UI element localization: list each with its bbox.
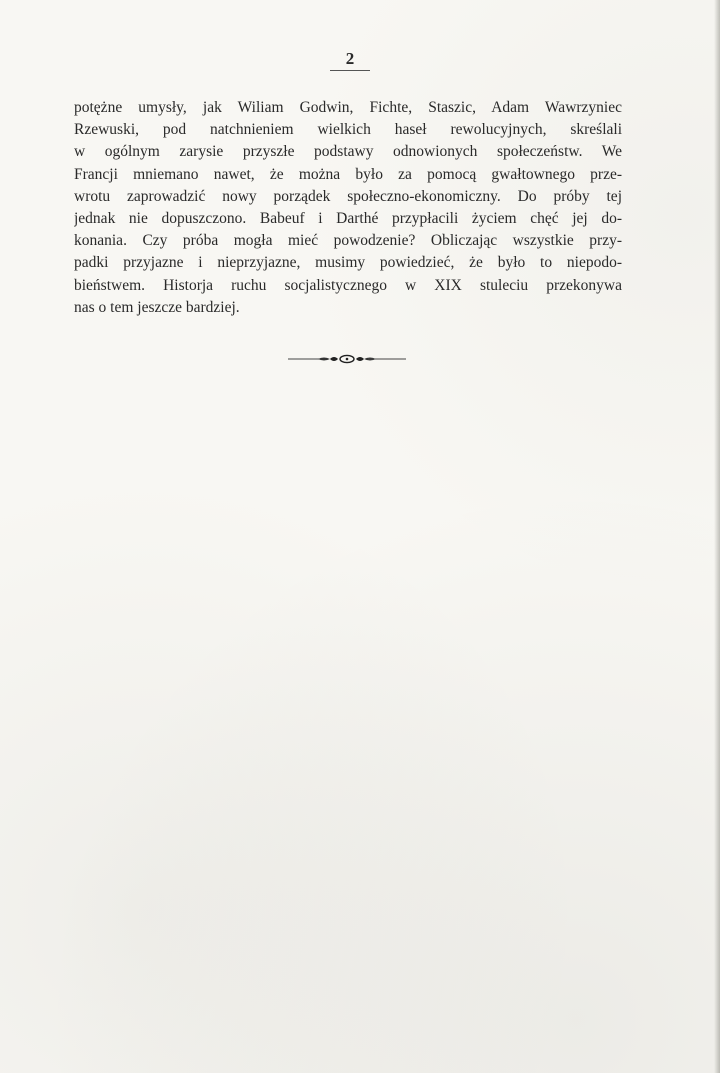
text-line: potężne umysły, jak Wiliam Godwin, Fichte, Staszic, Adam Wawrzyniec bbox=[74, 99, 622, 116]
page-edge-shadow bbox=[714, 0, 720, 1073]
text-line: konania. Czy próba mogła mieć powodzenie? Obliczając wszystkie przy- bbox=[74, 232, 622, 250]
vignette-ornament-icon bbox=[288, 352, 406, 366]
page-number: 2 bbox=[345, 49, 355, 68]
page-number-rule bbox=[330, 70, 370, 71]
body-paragraph bbox=[74, 97, 622, 319]
text-line: wrotu zaprowadzić nowy porządek społeczno-ekonomiczny. Do próby tej bbox=[74, 187, 622, 205]
text-line: Francji mniemano nawet, że można było za pomocą gwałtownego prze- bbox=[74, 165, 622, 183]
text-line: Rzewuski, pod natchnieniem wielkich haseł rewolucyjnych, skreślali bbox=[74, 121, 622, 139]
text-line: nas o tem jeszcze bardziej. bbox=[74, 298, 240, 316]
text-line: bieństwem. Historja ruchu socjalistycznego w XIX stuleciu przekonywa bbox=[74, 276, 622, 294]
text-line: padki przyjazne i nieprzyjazne, musimy powiedzieć, że było to niepodo- bbox=[74, 254, 622, 272]
page-number-block bbox=[328, 50, 372, 71]
text-line: jednak nie dopuszczono. Babeuf i Darthé przypłacili życiem chęć jej do- bbox=[74, 210, 622, 228]
text-line: w ogólnym zarysie przyszłe podstawy odnowionych społeczeństw. We bbox=[74, 143, 622, 161]
